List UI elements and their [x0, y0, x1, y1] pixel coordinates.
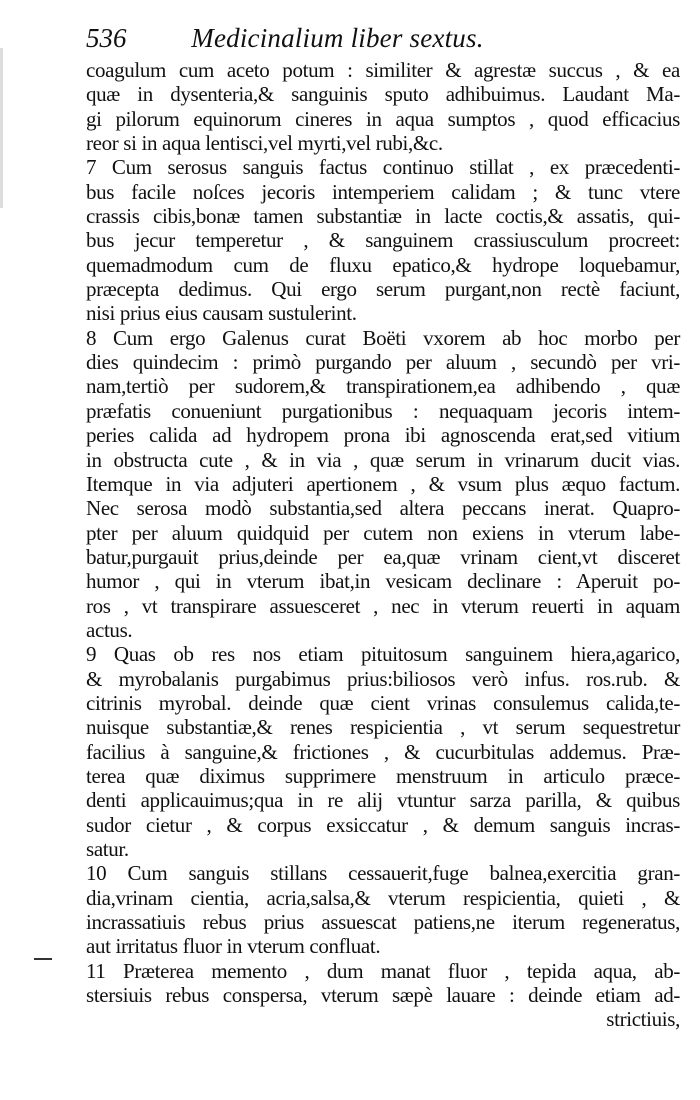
- text-line-26: & myrobalanis purgabimus prius:biliosos verò infus. ros.rub. &: [86, 666, 680, 691]
- text-line-24: actus.: [86, 617, 133, 642]
- margin-mark: [34, 958, 52, 960]
- text-line-7: crassis cibis,bonæ tamen substantiæ in lacte coctis,& assatis, qui-: [86, 204, 680, 229]
- text-line-5: 7 Cum serosus sanguis factus continuo stillat , ex præcedenti-: [86, 155, 680, 180]
- text-line-2: quæ in dysenteria,& sanguinis sputo adhibuimus. Laudant Ma-: [86, 82, 680, 107]
- text-line-21: batur,purgauit prius,deinde per ea,quæ vrinam cient,vt disceret: [86, 544, 680, 569]
- text-line-31: denti applicauimus;qua in re alij vtuntur sarza parilla, & quibus: [86, 788, 680, 813]
- text-line-16: peries calida ad hydropem prona ibi agnoscenda erat,sed vitium: [86, 423, 680, 448]
- text-line-13: dies quindecim : primò purgando per aluum , secundò per vri-: [86, 350, 680, 375]
- latin-text-block: [86, 58, 680, 1032]
- text-line-12: 8 Cum ergo Galenus curat Boëti vxorem ab hoc morbo per: [86, 325, 680, 350]
- text-line-23: ros , vt transpirare assuesceret , nec in vterum reuerti in aquam: [86, 593, 680, 618]
- text-line-10: præcepta dedimus. Qui ergo serum purgant,non rectè faciunt,: [86, 277, 680, 302]
- text-line-32: sudor cietur , & corpus exsiccatur , & demum sanguis incras-: [86, 812, 680, 837]
- text-line-37: aut irritatus fluor in vterum confluat.: [86, 934, 381, 959]
- running-title: Medicinalium liber sextus.: [191, 23, 484, 53]
- text-line-8: bus jecur temperetur , & sanguinem crassiusculum procreet:: [86, 228, 680, 253]
- text-line-6: bus facile noſces jecoris intemperiem calidam ; & tunc vtere: [86, 179, 680, 204]
- text-line-15: præfatis conueniunt purgationibus : nequaquam jecoris intem-: [86, 398, 680, 423]
- text-line-29: facilius à sanguine,& frictiones , & cucurbitulas addemus. Præ-: [86, 739, 680, 764]
- text-line-3: gi pilorum equinorum cineres in aqua sumptos , quod efficacius: [86, 106, 680, 131]
- text-line-4: reor si in aqua lentisci,vel myrti,vel rubi,&c.: [86, 131, 443, 156]
- text-line-9: quemadmodum cum de fluxu epatico,& hydrope loquebamur,: [86, 252, 680, 277]
- running-head: [86, 18, 676, 58]
- text-line-11: nisi prius eius causam sustulerint.: [86, 301, 357, 326]
- text-line-34: 10 Cum sanguis stillans cessauerit,fuge balnea,exercitia gran-: [86, 861, 680, 886]
- text-line-25: 9 Quas ob res nos etiam pituitosum sanguinem hiera,agarico,: [86, 642, 680, 667]
- text-line-35: dia,vrinam cientia, acria,salsa,& vterum respicientia, quieti , &: [86, 885, 680, 910]
- scan-edge-shadow: [0, 48, 3, 208]
- text-line-36: incrassatiuis rebus prius assuescat patiens,ne iterum regeneratus,: [86, 910, 680, 935]
- text-line-33: satur.: [86, 837, 129, 861]
- text-line-18: Itemque in via adjuteri apertionem , & vsum plus æquo factum.: [86, 471, 680, 496]
- page-number: 536: [86, 23, 127, 53]
- text-line-28: nuisque substantiæ,& renes respicientia , vt serum sequestretur: [86, 715, 680, 740]
- text-line-14: nam,tertiò per sudorem,& transpirationem,ea adhibendo , quæ: [86, 374, 680, 399]
- text-line-27: citrinis myrobal. deinde quæ cient vrinas consulemus calida,te-: [86, 690, 680, 715]
- text-line-39: stersiuis rebus conspersa, vterum sæpè lauare : deinde etiam ad-: [86, 983, 680, 1008]
- text-line-1: coagulum cum aceto potum : similiter & agrestæ succus , & ea: [86, 58, 680, 82]
- text-line-20: pter per aluum quidquid per cutem non exiens in vterum labe-: [86, 520, 680, 545]
- text-line-17: in obstructa cute , & in via , quæ serum in vrinarum ducit vias.: [86, 447, 680, 472]
- text-line-38: 11 Præterea memento , dum manat fluor , tepida aqua, ab-: [86, 958, 680, 983]
- text-line-40: strictiuis,: [606, 1007, 680, 1032]
- text-line-22: humor , qui in vterum ibat,in vesicam declinare : Aperuit po-: [86, 569, 680, 594]
- text-line-19: Nec serosa modò substantia,sed altera peccans inerat. Quapro-: [86, 496, 680, 521]
- text-line-30: terea quæ diximus supprimere menstruum in articulo præce-: [86, 763, 680, 788]
